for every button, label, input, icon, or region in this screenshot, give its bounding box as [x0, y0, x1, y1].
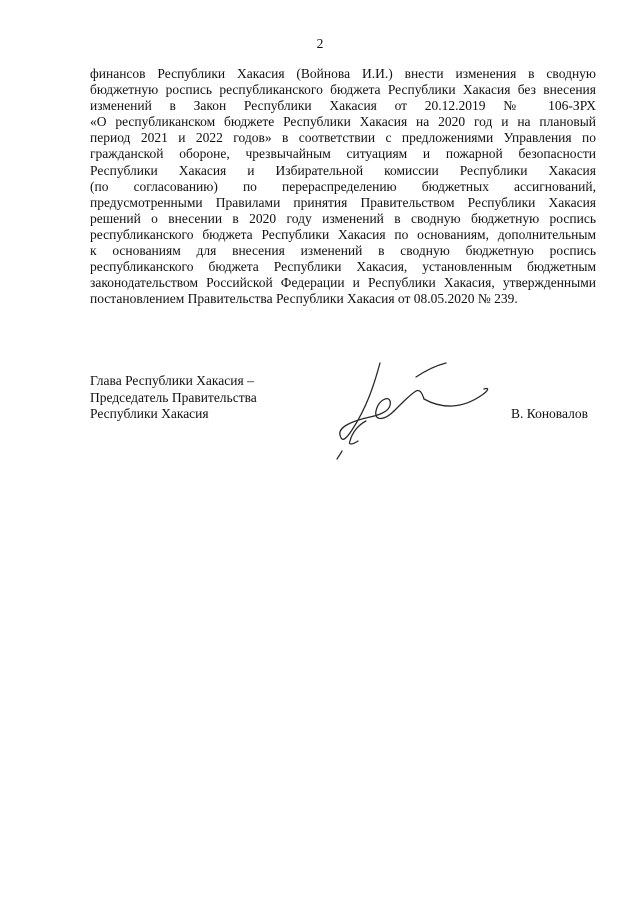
- signature-icon: [312, 355, 502, 465]
- body-line: финансов Республики Хакасия (Войнова И.И.) внести изменения в сводную: [90, 66, 596, 81]
- signoff-title: [90, 373, 257, 423]
- body-line: период 2021 и 2022 годов» в соответствии с предложениями Управления по: [90, 130, 596, 146]
- body-line: законодательством Российской Федерации и Республики Хакасия, утвержденными: [90, 275, 596, 291]
- body-text: [90, 66, 596, 307]
- body-line: к основаниям для внесения изменений в сводную бюджетную роспись: [90, 243, 596, 259]
- body-line: решений о внесении в 2020 году изменений в сводную бюджетную роспись: [90, 210, 596, 226]
- body-line: предусмотренными Правилами принятия Правительством Республики Хакасия: [90, 194, 596, 210]
- signoff-title-line: Председатель Правительства: [90, 389, 257, 405]
- body-line: гражданской обороне, чрезвычайным ситуациям и пожарной безопасности: [90, 146, 596, 162]
- body-line: Республики Хакасия и Избирательной комиссии Республики Хакасия: [90, 162, 596, 178]
- body-line: (по согласованию) по перераспределению бюджетных ассигнований,: [90, 178, 596, 194]
- body-line: бюджетную роспись республиканского бюджета Республики Хакасия без внесения: [90, 82, 596, 98]
- body-line: изменений в Закон Республики Хакасия от 20.12.2019 № 106-ЗРХ: [90, 98, 596, 114]
- body-line: «О республиканском бюджете Республики Хакасия на 2020 год и на плановый: [90, 114, 596, 130]
- body-line: постановлением Правительства Республики Хакасия от 08.05.2020 № 239.: [90, 291, 518, 307]
- signoff-title-line: Глава Республики Хакасия –: [90, 373, 254, 388]
- signoff-title-line: Республики Хакасия: [90, 406, 209, 421]
- page-number: 2: [316, 36, 324, 51]
- body-line: республиканского бюджета Республики Хакасия, установленным бюджетным: [90, 259, 596, 275]
- body-line: республиканского бюджета Республики Хакасия по основаниям, дополнительным: [90, 226, 596, 242]
- signer-name: В. Коновалов: [511, 406, 588, 421]
